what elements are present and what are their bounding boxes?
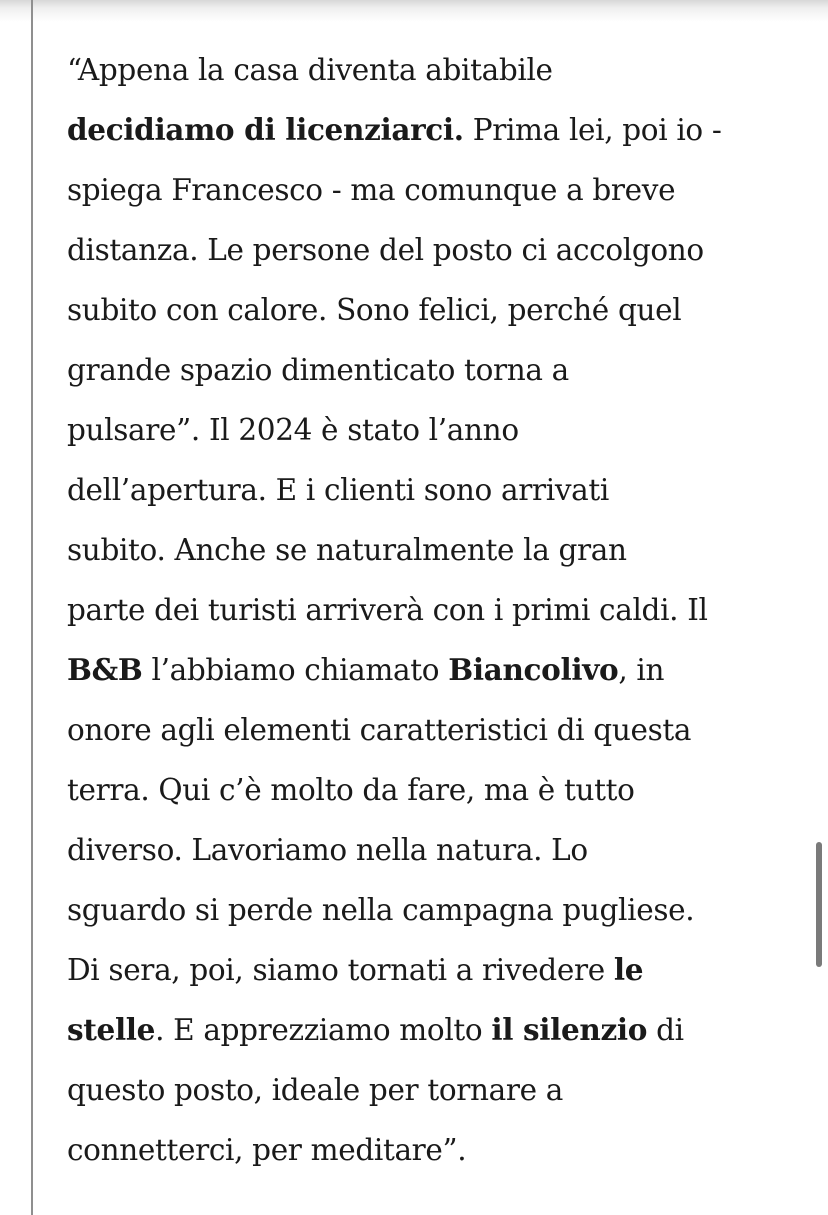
bold-text: Biancolivo (448, 652, 619, 687)
text-line (67, 160, 812, 220)
text-line (67, 400, 812, 460)
text-run: l’abbiamo chiamato (142, 653, 449, 687)
text-run: connetterci, per meditare”. (67, 1133, 467, 1167)
text-line (67, 40, 812, 100)
top-shadow (0, 0, 828, 22)
text-run: di (647, 1013, 684, 1047)
text-run: pulsare”. Il 2024 è stato l’anno (67, 413, 519, 447)
text-line (67, 1060, 812, 1120)
left-border-rule (31, 0, 33, 1215)
text-run: . E apprezziamo molto (155, 1013, 492, 1047)
text-run: Prima lei, poi io - (463, 113, 722, 147)
text-line (67, 520, 812, 580)
text-run: distanza. Le persone del posto ci accolgono (67, 233, 704, 267)
text-line (67, 280, 812, 340)
text-run: “Appena la casa diventa abitabile (67, 53, 553, 87)
text-line (67, 640, 812, 700)
text-line (67, 460, 812, 520)
text-line (67, 220, 812, 280)
text-run: grande spazio dimenticato torna a (67, 353, 569, 387)
bold-text: il silenzio (491, 1012, 648, 1047)
text-run: subito con calore. Sono felici, perché quel (67, 293, 682, 327)
text-line (67, 100, 812, 160)
scrollbar-thumb[interactable] (816, 842, 822, 967)
text-run: sguardo si perde nella campagna pugliese. (67, 893, 695, 927)
bold-text: stelle (67, 1012, 156, 1047)
article-paragraph (67, 40, 812, 1180)
text-line (67, 760, 812, 820)
text-run: Di sera, poi, siamo tornati a rivedere (67, 953, 614, 987)
text-line (67, 940, 812, 1000)
bold-text: le (613, 952, 644, 987)
text-line (67, 700, 812, 760)
text-run: onore agli elementi caratteristici di questa (67, 713, 692, 747)
text-run: dell’apertura. E i clienti sono arrivati (67, 473, 609, 507)
text-line (67, 1000, 812, 1060)
text-line (67, 340, 812, 400)
bold-text: B&B (67, 652, 143, 687)
text-line (67, 820, 812, 880)
text-run: , in (618, 653, 665, 687)
text-line (67, 1120, 812, 1180)
text-run: diverso. Lavoriamo nella natura. Lo (67, 833, 588, 867)
text-run: spiega Francesco - ma comunque a breve (67, 173, 676, 207)
bold-text: decidiamo di licenziarci. (67, 112, 464, 147)
text-run: subito. Anche se naturalmente la gran (67, 533, 627, 567)
text-line (67, 880, 812, 940)
text-run: terra. Qui c’è molto da fare, ma è tutto (67, 773, 635, 807)
text-run: questo posto, ideale per tornare a (67, 1073, 564, 1107)
text-run: parte dei turisti arriverà con i primi caldi. Il (67, 593, 708, 627)
text-line (67, 580, 812, 640)
